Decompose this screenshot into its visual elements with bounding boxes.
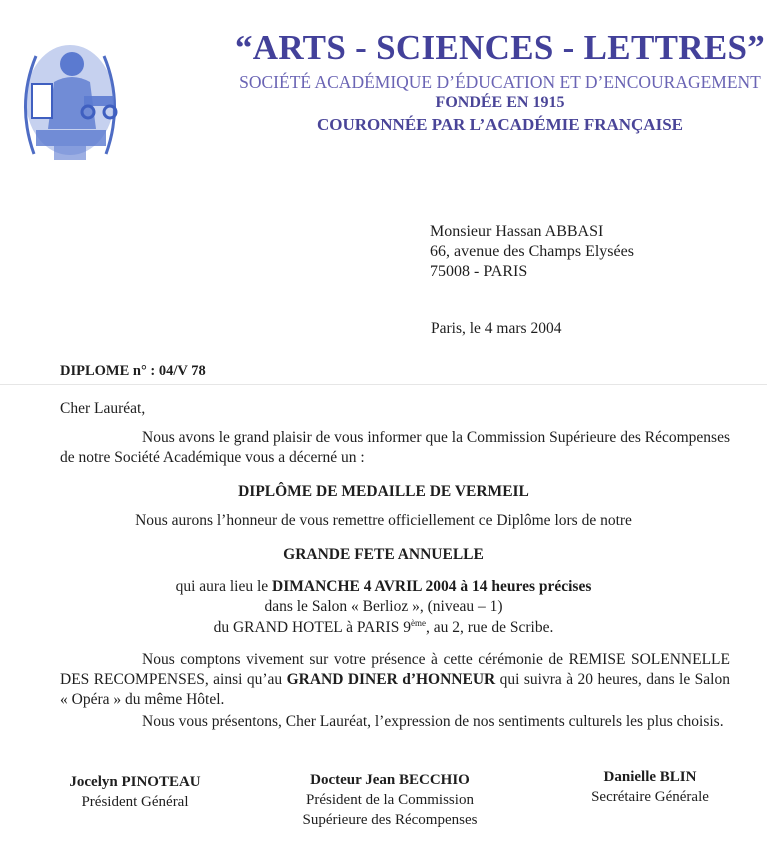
paragraph-ceremony: Nous aurons l’honneur de vous remettre officiellement ce Diplôme lors de notre <box>135 512 632 529</box>
signature-secretary: Danielle BLIN Secrétaire Générale <box>591 769 709 805</box>
recipient-city: 75008 - PARIS <box>430 263 528 280</box>
paper-fold-line <box>0 384 767 385</box>
crowned-by: COURONNÉE PAR L’ACADÉMIE FRANÇAISE <box>317 115 683 134</box>
dinner-title: GRAND DINER d’HONNEUR <box>286 671 496 688</box>
paragraph-dinner: Nous comptons vivement sur votre présence à cette cérémonie de REMISE SOLENNELLE DES RECOMPENSES, ainsi qu’au GRAND DINER d’HONNEUR qui suivra à 20 heures, dans le Salon « Opéra » du même Hôtel. <box>60 651 730 708</box>
paragraph-announcement: Nous avons le grand plaisir de vous informer que la Commission Supérieure des Récompenses de notre Société Académique vous a décerné un : <box>60 429 730 466</box>
event-salon: dans le Salon « Berlioz », (niveau – 1) <box>264 598 503 615</box>
society-emblem-logo <box>14 34 126 166</box>
event-date-line: qui aura lieu le DIMANCHE 4 AVRIL 2004 à 14 heures précises <box>175 578 592 595</box>
founded-year: FONDÉE EN 1915 <box>435 94 565 111</box>
event-datetime: DIMANCHE 4 AVRIL 2004 à 14 heures précises <box>272 578 592 595</box>
event-venue: du GRAND HOTEL à PARIS 9ème, au 2, rue de Scribe. <box>213 618 554 637</box>
award-title: DIPLÔME DE MEDAILLE DE VERMEIL <box>238 483 529 500</box>
recipient-street: 66, avenue des Champs Elysées <box>430 243 634 260</box>
diploma-number: DIPLOME n° : 04/V 78 <box>60 363 206 379</box>
letter-date: Paris, le 4 mars 2004 <box>431 320 562 337</box>
society-title: “ARTS - SCIENCES - LETTRES” <box>234 28 766 67</box>
recipient-address <box>430 222 634 282</box>
society-subtitle: SOCIÉTÉ ACADÉMIQUE D’ÉDUCATION ET D’ENCOURAGEMENT <box>239 72 761 92</box>
greeting: Cher Lauréat, <box>60 400 146 417</box>
paragraph-closing: Nous vous présentons, Cher Lauréat, l’expression de nos sentiments culturels les plus choisis. <box>142 713 724 730</box>
recipient-name: Monsieur Hassan ABBASI <box>430 223 604 240</box>
event-title: GRANDE FETE ANNUELLE <box>283 546 484 563</box>
signature-commission-president: Docteur Jean BECCHIO Président de la Commission Supérieure des Récompenses <box>302 772 478 828</box>
signature-president: Jocelyn PINOTEAU Président Général <box>69 774 201 810</box>
